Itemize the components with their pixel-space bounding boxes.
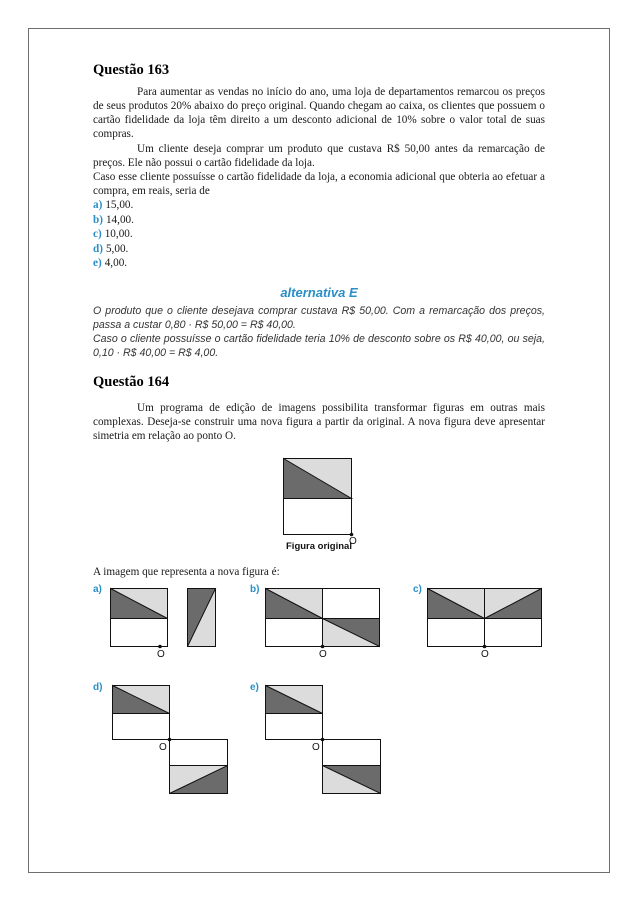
square <box>266 619 323 647</box>
alt-c-figure[interactable] <box>427 588 547 673</box>
point-o-label: O <box>349 536 357 547</box>
alt-a-figure[interactable] <box>110 588 230 673</box>
option-text: 5,00. <box>105 242 129 255</box>
option-letter: e) <box>93 257 102 269</box>
question-163-paragraph-1: Para aumentar as vendas no início do ano, uma loja de departamentos remarcou os preços de seus produtos 20% abaixo do preço original. Quando chegam ao caixa, os clientes que possuem o cartão fidelidade da loja têm direito a um desconto adicional de 10% sobre o valor total de suas compras. <box>93 86 545 140</box>
alt-a-drawing <box>110 588 230 668</box>
question-164-prompt: A imagem que representa a nova figura é: <box>93 566 280 578</box>
option-text: 15,00. <box>105 199 134 211</box>
point-o-dot <box>168 738 172 742</box>
alt-d-figure[interactable] <box>112 685 242 820</box>
option-letter: b) <box>93 213 103 226</box>
alt-b-label: b) <box>250 584 260 595</box>
square <box>428 619 485 647</box>
square <box>266 714 323 740</box>
option-b[interactable] <box>93 213 545 228</box>
point-o-dot <box>158 645 162 649</box>
answer-heading: alternativa E <box>280 284 358 300</box>
alt-c-label: c) <box>413 584 422 595</box>
option-letter: c) <box>93 228 102 240</box>
bottom-square <box>284 499 352 535</box>
point-o-dot <box>483 645 487 649</box>
solution-line-2: Caso o cliente possuísse o cartão fidelidade teria 10% de desconto sobre os R$ 40,00, ou seja, 0,10 · R$ 40,00 = R$ 4,00. <box>93 332 545 359</box>
option-text: 14,00. <box>105 213 134 226</box>
point-o-label: O <box>312 742 320 753</box>
question-163-title: Questão 163 <box>93 62 170 78</box>
alt-d-drawing <box>112 685 242 815</box>
alt-d-label: d) <box>93 682 103 693</box>
point-o-label: O <box>481 649 489 660</box>
square <box>170 740 228 766</box>
question-163-paragraph-3: Caso esse cliente possuísse o cartão fidelidade da loja, a economia adicional que obteria ao efetuar a compra, em reais, seria de <box>93 171 545 197</box>
square <box>111 619 168 647</box>
alt-c-drawing <box>427 588 547 668</box>
option-e[interactable] <box>93 256 545 271</box>
option-letter: a) <box>93 199 103 211</box>
alt-a-label: a) <box>93 584 102 595</box>
option-d[interactable] <box>93 242 545 257</box>
square <box>485 619 542 647</box>
square <box>323 589 380 619</box>
option-text: 4,00. <box>104 257 128 269</box>
question-163 <box>93 62 545 443</box>
alt-b-figure[interactable] <box>265 588 385 673</box>
point-o-label: O <box>319 649 327 660</box>
solution-line-1: O produto que o cliente desejava comprar custava R$ 50,00. Com a remarcação dos preços, passa a custar 0,80 · R$ 50,00 = R$ 40,00. <box>93 304 545 331</box>
question-164-paragraph: Um programa de edição de imagens possibilita transformar figuras em outras mais complexas. Deseja-se construir uma nova figura a partir da original. A nova figura deve apresentar simetria em relação ao ponto O. <box>93 401 545 442</box>
option-a[interactable] <box>93 198 545 213</box>
square <box>323 740 381 766</box>
question-164-title: Questão 164 <box>93 373 170 390</box>
figure-caption: Figura original <box>286 541 352 552</box>
point-o-label: O <box>157 649 165 660</box>
option-letter: d) <box>93 242 103 255</box>
question-163-paragraph-2: Um cliente deseja comprar um produto que custava R$ 50,00 antes da remarcação de preços. Ele não possui o cartão fidelidade da loja. <box>93 143 545 169</box>
option-c[interactable] <box>93 227 545 242</box>
alt-e-figure[interactable] <box>265 685 395 820</box>
point-o-dot <box>321 645 325 649</box>
alt-e-drawing <box>265 685 395 815</box>
alt-e-label: e) <box>250 682 259 693</box>
point-o-dot <box>321 738 325 742</box>
option-text: 10,00. <box>104 228 133 240</box>
alt-b-drawing <box>265 588 385 668</box>
point-o-label: O <box>159 742 167 753</box>
square <box>113 714 170 740</box>
